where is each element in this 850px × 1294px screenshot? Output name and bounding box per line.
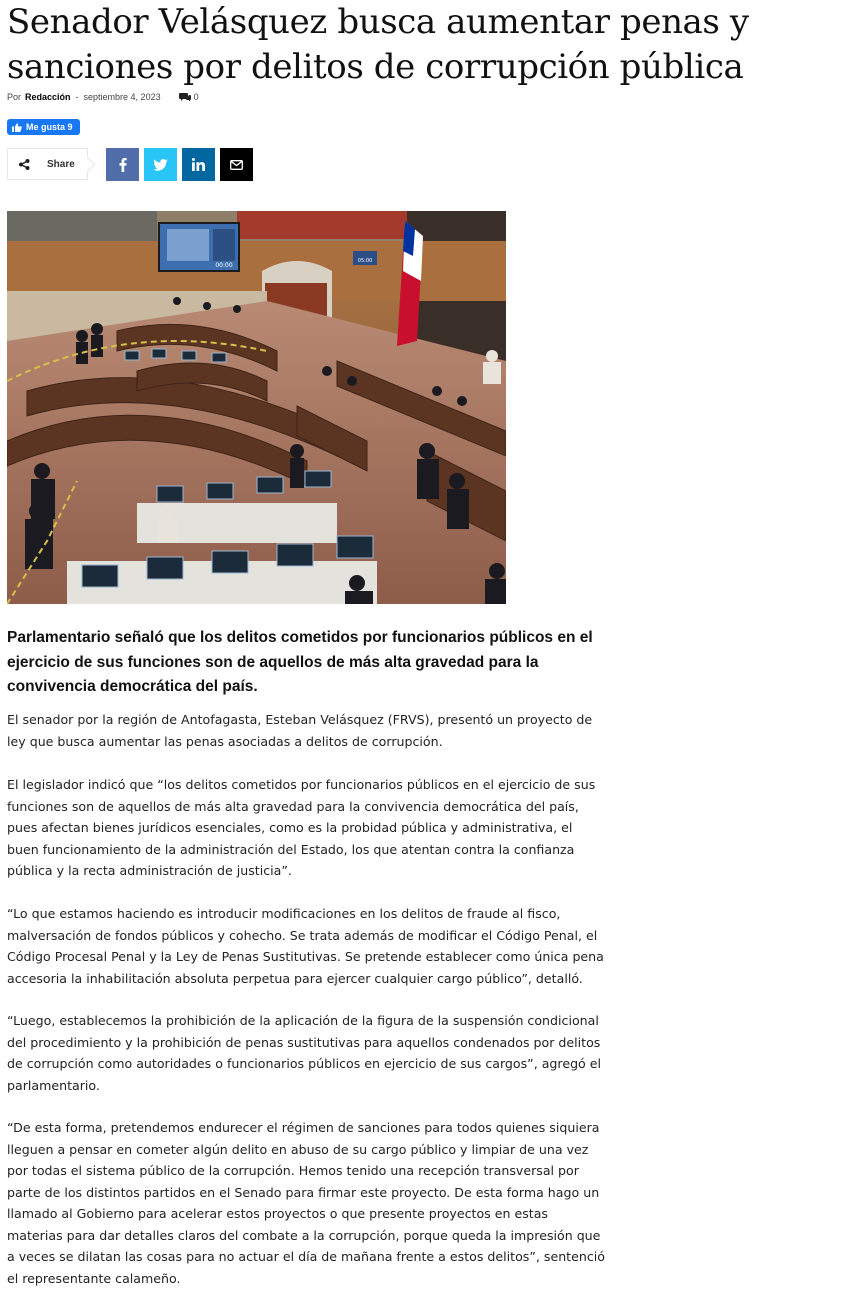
article-photo (7, 211, 506, 604)
like-label: Me gusta 9 (26, 122, 73, 132)
article-lead: Parlamentario señaló que los delitos cometidos por funcionarios públicos en el ejercicio de sus funciones son de aquellos de más alta gravedad para la convivencia democrática del país. (7, 629, 593, 695)
article-paragraph: “De esta forma, pretendemos endurecer el régimen de sanciones para todos quienes siquiera lleguen a pensar en cometer algún delito en abuso de su cargo público y limpiar de una vez por todas el sistema público de la corrupción. Hemos tenido una recepción transversal por parte de los distintos partidos en el Senado para firmar este proyecto. De esta forma hago un llamado al Gobierno para acelerar estos proyectos o que presente proyectos en estas materias para dar detalles claros del combate a la corrupción, porque queda la impresión que a veces se dilatan las cosas para no actuar el día de mañana frente a estos delitos”, sentenció el representante calameño. (7, 1120, 605, 1286)
facebook-icon (119, 158, 127, 172)
article-title: Senador Velásquez busca aumentar penas y sanciones por delitos de corrupción pública (7, 2, 749, 87)
facebook-like-button[interactable] (7, 119, 80, 135)
article-paragraph: El legislador indicó que “los delitos cometidos por funcionarios públicos en el ejercicio de sus funciones son de aquellos de más alta gravedad para la convivencia democrática del país, pues afectan bienes jurídicos esenciales, como es la probidad pública y administrativa, el buen funcionamiento de la administración del Estado, los que atentan contra la confianza pública y la recta administración de justicia”. (7, 777, 596, 878)
thumbs-up-icon (12, 123, 22, 132)
senate-chamber-image (7, 211, 506, 604)
share-label: Share (47, 158, 75, 170)
share-icon (19, 159, 30, 170)
share-linkedin-button[interactable] (182, 148, 215, 181)
comment-icon (179, 93, 191, 102)
email-icon (230, 160, 243, 170)
share-toggle[interactable] (7, 148, 88, 180)
comments-link[interactable] (179, 92, 199, 102)
by-label: Por (7, 92, 22, 102)
screen-time: 00:00 (215, 262, 233, 269)
meta-separator: - (75, 92, 79, 102)
comment-count: 0 (193, 92, 199, 102)
clock-time: 05:00 (357, 258, 373, 264)
article-paragraph: “Lo que estamos haciendo es introducir modificaciones en los delitos de fraude al fisco, malversación de fondos públicos y cohecho. Se trata además de modificar el Código Penal, el Código Procesal Penal y la Ley de Penas Sustitutivas. Se pretende establecer como única pena accesoria la inhabilitación absoluta perpetua para ejercer cualquier cargo público”, detalló. (7, 906, 604, 986)
article-paragraph: El senador por la región de Antofagasta, Esteban Velásquez (FRVS), presentó un proyecto de ley que busca aumentar las penas asociadas a delitos de corrupción. (7, 712, 593, 749)
author-link[interactable]: Redacción (25, 92, 71, 102)
share-twitter-button[interactable] (144, 148, 177, 181)
linkedin-icon (192, 158, 205, 171)
article-paragraph: “Luego, establecemos la prohibición de la aplicación de la figura de la suspensión condicional del procedimiento y la prohibición de penas sustitutivas para aquellos condenados por delitos de corrupción como autoridades o funcionarios públicos en ejercicio de sus cargos”, agregó el parlamentario. (7, 1013, 602, 1093)
share-facebook-button[interactable] (106, 148, 139, 181)
publish-date: septiembre 4, 2023 (83, 92, 161, 102)
twitter-icon (153, 159, 168, 171)
article-meta (7, 92, 199, 102)
share-email-button[interactable] (220, 148, 253, 181)
